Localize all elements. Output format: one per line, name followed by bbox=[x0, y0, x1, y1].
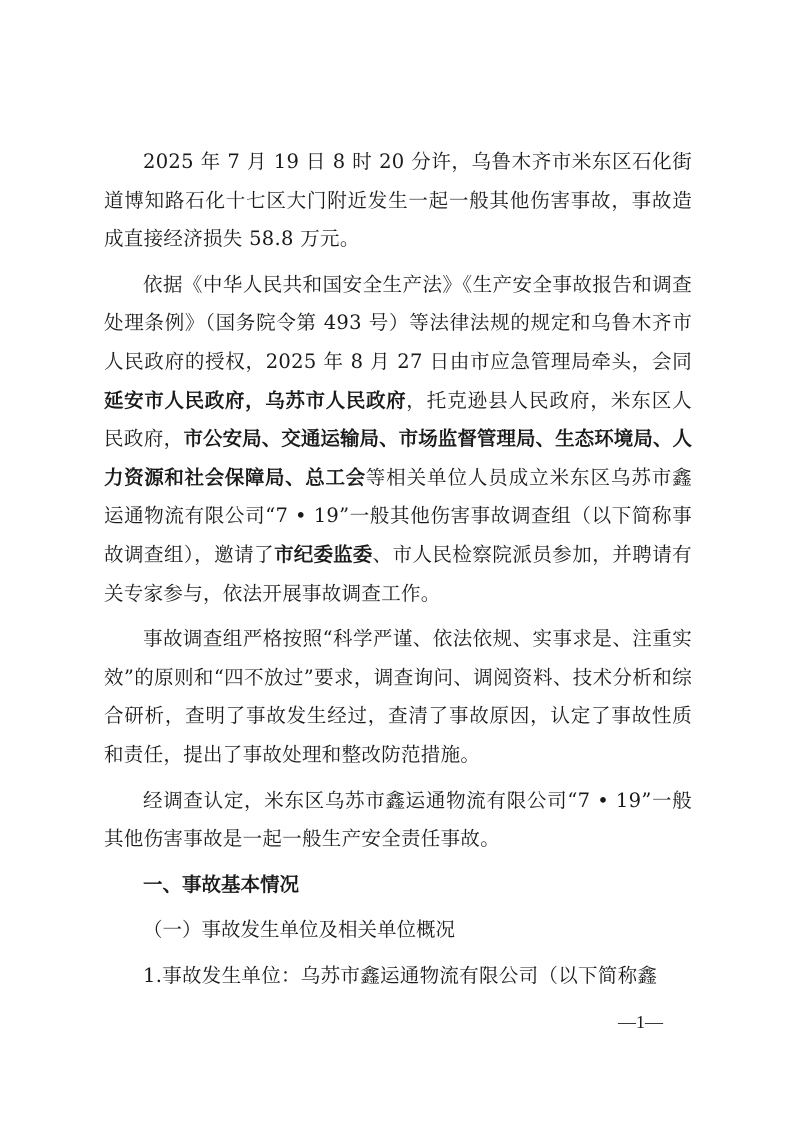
section-heading-basic-info: 一、事故基本情况 bbox=[143, 872, 300, 896]
basis-bold-discipline-commission: 市纪委监委 bbox=[274, 542, 373, 566]
paragraph-accident-summary: 2025 年 7 月 19 日 8 时 20 分许，乌鲁木齐市米东区石化街道博知路石化十七区大门附近发生一起一般其他伤害事故，事故造成直接经济损失 58.8 万元。 bbox=[104, 150, 692, 251]
subsection-heading-units-overview: （一）事故发生单位及相关单位概况 bbox=[143, 918, 456, 942]
paragraph-conclusion: 经调查认定，米东区乌苏市鑫运通物流有限公司“7 • 19”一般其他伤害事故是一起一般生产安全责任事故。 bbox=[104, 788, 692, 851]
basis-bold-governments: 延安市人民政府，乌苏市人民政府 bbox=[104, 388, 407, 412]
basis-text-4: 、市人民检察院派员参加，并聘请有关专家参与，依法开展事故调查工作。 bbox=[104, 542, 692, 605]
basis-bold-departments: 市公安局、交通运输局、市场监督管理局、生态环境局、人力资源和社会保障局、总工会 bbox=[104, 427, 692, 489]
basis-text-2: ，托克逊县人民政府，米东区人民政府， bbox=[104, 388, 692, 451]
page-number: —1— bbox=[618, 1012, 663, 1032]
basis-text-3: 等相关单位人员成立米东区乌苏市鑫运通物流有限公司“7 • 19”一般其他伤害事故调查组（以下简称事故调查组），邀请了 bbox=[104, 465, 692, 566]
basis-text-1: 依据《中华人民共和国安全生产法》《生产安全事故报告和调查处理条例》（国务院令第 493 号）等法律法规的规定和乌鲁木齐市人民政府的授权，2025 年 8 月 27 日由市应急管理局牵头，会同 bbox=[104, 272, 692, 373]
paragraph-investigation-basis bbox=[104, 266, 692, 613]
document-body bbox=[104, 143, 692, 1002]
paragraph-investigation-principles: 事故调查组严格按照“科学严谨、依法依规、实事求是、注重实效”的原则和“四不放过”要求，调查询问、调阅资料、技术分析和综合研析，查明了事故发生经过，查清了事故原因，认定了事故性质和责任，提出了事故处理和整改防范措施。 bbox=[104, 627, 692, 766]
paragraph-accident-unit: 1.事故发生单位：乌苏市鑫运通物流有限公司（以下简称鑫 bbox=[143, 963, 658, 987]
